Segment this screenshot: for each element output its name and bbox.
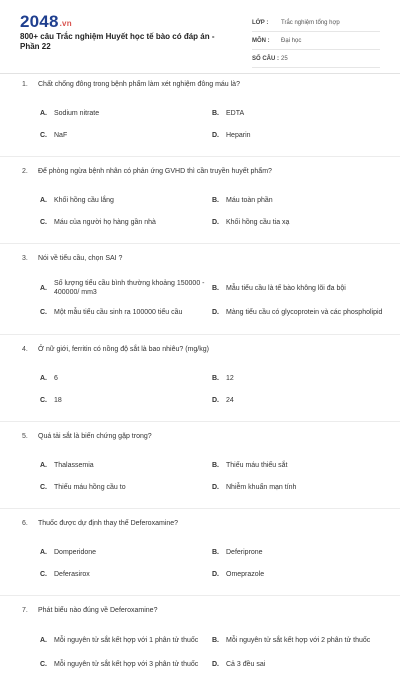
question-item <box>0 432 400 498</box>
answer-option[interactable] <box>212 628 384 652</box>
answer-option[interactable] <box>212 541 384 563</box>
option-letter: D. <box>212 570 219 578</box>
question-number: 1. <box>22 81 28 88</box>
question-prompt: Nói về tiểu cầu, chọn SAI ? <box>38 255 123 262</box>
option-letter: C. <box>40 660 47 668</box>
option-text: NaF <box>54 131 68 139</box>
answer-options <box>40 102 380 146</box>
answer-option[interactable] <box>40 367 212 389</box>
question-prompt: Chất chống đông trong bệnh phẩm làm xét nghiệm đông máu là? <box>38 81 240 88</box>
option-letter: D. <box>212 218 219 226</box>
meta-value: Trắc nghiệm tổng hợp <box>281 19 340 26</box>
option-text: Máu của người họ hàng gần nhà <box>54 218 156 226</box>
option-text: Thalassemia <box>54 461 94 469</box>
question-number: 5. <box>22 433 28 440</box>
option-text: Cả 3 đều sai <box>226 660 266 668</box>
answer-option[interactable] <box>212 124 384 146</box>
option-text: Màng tiểu cầu có glycoprotein và các phospholipid <box>226 308 383 316</box>
answer-options <box>40 189 380 233</box>
answer-option[interactable] <box>40 211 212 233</box>
option-letter: B. <box>212 196 219 204</box>
option-text: 12 <box>226 374 234 382</box>
option-letter: C. <box>40 218 47 226</box>
option-letter: D. <box>212 131 219 139</box>
question-item <box>0 345 400 411</box>
question-number: 6. <box>22 520 28 527</box>
option-letter: B. <box>212 461 219 469</box>
meta-row-class <box>252 14 380 32</box>
answer-option[interactable] <box>40 652 212 676</box>
question-prompt: Để phòng ngừa bệnh nhân có phản ứng GVHD thì cần truyền huyết phẩm? <box>38 168 272 175</box>
option-letter: B. <box>212 374 219 382</box>
question-number: 2. <box>22 168 28 175</box>
option-letter: A. <box>40 196 47 204</box>
option-text: Sodium nitrate <box>54 109 100 117</box>
meta-row-count <box>252 50 380 68</box>
question-prompt: Ở nữ giới, ferritin có nồng độ sắt là bao nhiêu? (mg/kg) <box>38 346 209 353</box>
option-letter: C. <box>40 131 47 139</box>
question-item <box>0 80 400 146</box>
answer-options <box>40 276 383 324</box>
option-letter: D. <box>212 483 219 491</box>
option-letter: C. <box>40 396 47 404</box>
option-text: Mỗi nguyên tử sắt kết hợp với 1 phân tử thuốc <box>54 636 199 644</box>
option-text: Thiếu máu hồng cầu to <box>54 483 126 491</box>
site-logo[interactable]: 2048.vn <box>20 12 72 31</box>
meta-label: MÔN : <box>252 37 270 44</box>
answer-option[interactable] <box>212 211 384 233</box>
answer-option[interactable] <box>212 300 384 324</box>
option-letter: A. <box>40 109 47 117</box>
answer-option[interactable] <box>212 563 384 585</box>
answer-option[interactable] <box>40 102 212 124</box>
question-item <box>0 606 400 676</box>
option-letter: A. <box>40 284 47 292</box>
question-prompt: Phát biểu nào đúng về Deferoxamine? <box>38 607 158 614</box>
option-text: Máu toàn phần <box>226 196 273 204</box>
option-text: Nhiễm khuẩn mạn tính <box>226 483 297 491</box>
option-letter: D. <box>212 308 219 316</box>
option-text: Số lượng tiểu cầu bình thường khoảng 150000 - 400000/ mm3 <box>54 280 205 296</box>
option-letter: B. <box>212 109 219 117</box>
answer-option[interactable] <box>40 541 212 563</box>
option-text: Khối hồng cầu lắng <box>54 196 114 204</box>
answer-option[interactable] <box>40 563 212 585</box>
answer-option[interactable] <box>212 276 384 300</box>
answer-option[interactable] <box>212 652 384 676</box>
question-prompt: Thuốc được dự định thay thế Deferoxamine? <box>38 520 179 527</box>
question-text <box>22 167 380 177</box>
question-divider <box>0 243 400 244</box>
answer-option[interactable] <box>212 102 384 124</box>
question-divider <box>0 334 400 335</box>
question-item <box>0 254 400 324</box>
option-text: Domperidone <box>54 548 97 556</box>
option-text: Khối hồng cầu tia xạ <box>226 218 290 226</box>
answer-option[interactable] <box>212 476 384 498</box>
question-text <box>22 345 380 355</box>
question-prompt: Quá tải sắt là biến chứng gặp trong? <box>38 433 152 440</box>
option-text: Mỗi nguyên tử sắt kết hợp với 3 phân tử thuốc <box>54 660 199 668</box>
meta-row-subject <box>252 32 380 50</box>
answer-option[interactable] <box>40 454 212 476</box>
question-number: 4. <box>22 346 28 353</box>
option-letter: C. <box>40 570 47 578</box>
question-list <box>0 80 400 676</box>
answer-options <box>40 367 380 411</box>
question-number: 3. <box>22 255 28 262</box>
option-letter: C. <box>40 483 47 491</box>
answer-options <box>40 541 380 585</box>
answer-option[interactable] <box>212 367 384 389</box>
option-text: Thiếu máu thiếu sắt <box>226 461 288 469</box>
question-divider <box>0 595 400 596</box>
option-letter: C. <box>40 308 47 316</box>
question-item <box>0 167 400 233</box>
document-title: 800+ câu Trắc nghiệm Huyết học tế bào có đáp án - Phần 22 <box>20 32 215 51</box>
answer-option[interactable] <box>40 389 212 411</box>
option-letter: A. <box>40 636 47 644</box>
option-text: Heparin <box>226 131 251 139</box>
meta-value: Đại học <box>281 37 302 44</box>
question-text <box>22 80 380 90</box>
option-letter: A. <box>40 374 47 382</box>
answer-options <box>40 628 380 676</box>
question-divider <box>0 508 400 509</box>
question-number: 7. <box>22 607 28 614</box>
option-letter: D. <box>212 396 219 404</box>
option-text: Mẫu tiểu cầu là tế bào không lõi đa bội <box>226 284 346 292</box>
option-text: 24 <box>226 396 234 404</box>
answer-option[interactable] <box>40 276 212 300</box>
question-divider <box>0 156 400 157</box>
answer-option[interactable] <box>40 189 212 211</box>
meta-value: 25 <box>281 55 288 62</box>
question-text <box>22 432 380 442</box>
option-text: Deferiprone <box>226 548 263 556</box>
option-letter: B. <box>212 636 219 644</box>
option-text: Một mẫu tiểu cầu sinh ra 100000 tiểu cầu <box>54 308 183 316</box>
option-letter: A. <box>40 548 47 556</box>
question-text <box>22 254 380 264</box>
option-text: Omeprazole <box>226 570 265 578</box>
option-letter: D. <box>212 660 219 668</box>
logo-suffix: .vn <box>59 19 72 28</box>
option-text: 18 <box>54 396 62 404</box>
question-divider <box>0 421 400 422</box>
option-letter: B. <box>212 548 219 556</box>
question-item <box>0 519 400 585</box>
question-text <box>22 606 380 616</box>
header-divider <box>0 73 400 74</box>
answer-option[interactable] <box>212 389 384 411</box>
answer-option[interactable] <box>212 189 384 211</box>
page-header <box>0 0 400 66</box>
option-letter: B. <box>212 284 219 292</box>
option-text: EDTA <box>226 109 245 117</box>
question-text <box>22 519 380 529</box>
meta-label: SỐ CÂU : <box>252 55 279 62</box>
option-text: 6 <box>54 374 58 382</box>
answer-option[interactable] <box>40 300 212 324</box>
option-text: Deferasirox <box>54 570 90 578</box>
answer-option[interactable] <box>40 124 212 146</box>
document-meta <box>252 14 380 68</box>
option-text: Mỗi nguyên tử sắt kết hợp với 2 phân tử thuốc <box>226 636 371 644</box>
answer-option[interactable] <box>40 628 212 652</box>
option-letter: A. <box>40 461 47 469</box>
answer-option[interactable] <box>212 454 384 476</box>
answer-options <box>40 454 380 498</box>
meta-label: LỚP : <box>252 19 269 26</box>
answer-option[interactable] <box>40 476 212 498</box>
